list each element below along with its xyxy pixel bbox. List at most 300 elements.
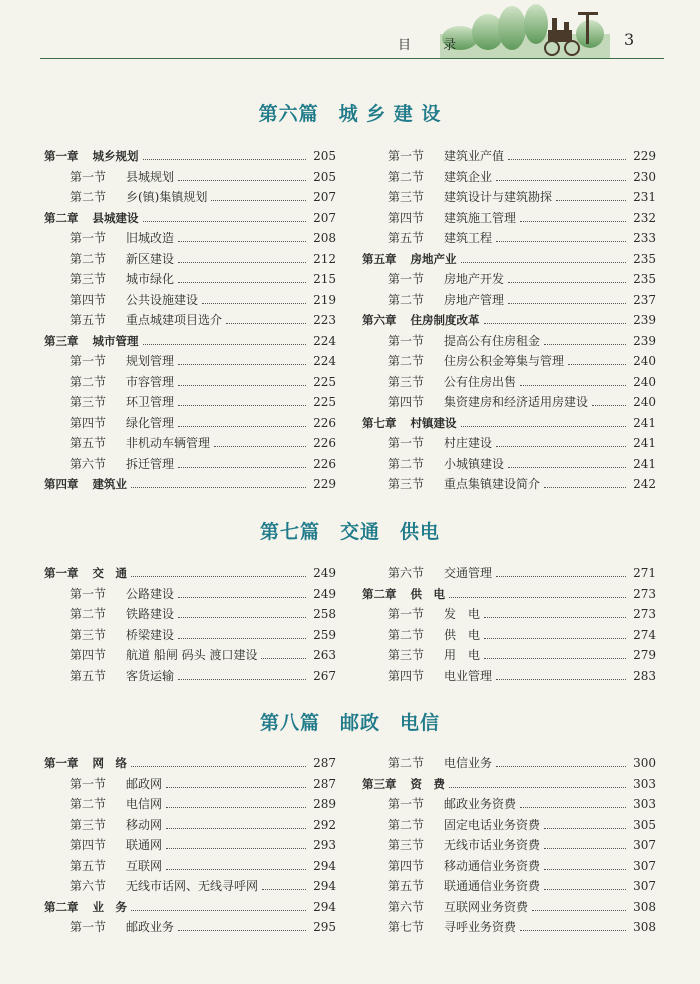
- toc-section-row[interactable]: [70, 917, 336, 937]
- section-title-text: [70, 856, 162, 876]
- page-ref: 229: [313, 477, 336, 491]
- dot-leader: [166, 827, 306, 829]
- section-number: 第三节: [388, 374, 425, 389]
- toc-section-row[interactable]: [388, 645, 656, 665]
- toc-section-row[interactable]: [388, 563, 656, 583]
- entry-label: 小城镇建设: [444, 456, 505, 471]
- chapter-number: 第五章: [362, 251, 397, 266]
- section-title-text: [70, 584, 174, 604]
- section-number: 第三节: [388, 190, 425, 204]
- dot-leader: [544, 868, 626, 870]
- section-number: 第一节: [70, 231, 107, 245]
- toc-section-row[interactable]: [388, 753, 656, 773]
- toc-chapter-row[interactable]: [362, 310, 656, 330]
- toc-section-row[interactable]: [70, 167, 336, 187]
- page-ref: 294: [313, 858, 336, 873]
- page-ref: 267: [313, 668, 336, 683]
- entry-label: 互联网: [126, 858, 163, 873]
- toc-section-row[interactable]: [70, 604, 336, 624]
- section-number: 第三节: [388, 648, 425, 662]
- entry-label: 住房制度改革: [410, 313, 480, 327]
- section-title-text: [70, 876, 258, 896]
- entry-label: 资 费: [410, 776, 445, 791]
- chapter-title: [362, 584, 445, 604]
- dot-leader: [178, 363, 306, 365]
- section-number: 第三节: [70, 817, 107, 832]
- section-title-text: [70, 413, 174, 433]
- section-title-text: [388, 351, 564, 371]
- section-number: 第二节: [388, 817, 425, 832]
- entry-label: 供 电: [444, 627, 481, 642]
- page-ref: 259: [313, 627, 336, 642]
- entry-label: 建筑业: [92, 477, 127, 491]
- section-number: 第二节: [70, 374, 107, 389]
- toc-section-row[interactable]: [70, 876, 336, 896]
- entry-label: 新区建设: [126, 251, 175, 266]
- section-title-text: [388, 625, 480, 645]
- section-number: 第六节: [70, 456, 107, 471]
- dot-leader: [544, 847, 626, 849]
- dot-leader: [143, 220, 307, 222]
- page-ref: 225: [313, 374, 336, 389]
- page-ref: 308: [633, 899, 656, 914]
- toc-section-row[interactable]: [388, 876, 656, 896]
- section-title-text: [70, 645, 257, 665]
- toc-chapter-row[interactable]: [362, 249, 656, 269]
- toc-section-row[interactable]: [70, 228, 336, 248]
- section-number: 第一节: [388, 149, 425, 163]
- toc-section-row[interactable]: [388, 269, 656, 289]
- toc-section-row[interactable]: [388, 666, 656, 686]
- section-number: 第五节: [70, 313, 107, 327]
- section-number: 第二节: [388, 169, 425, 184]
- entry-label: 无线市话业务资费: [444, 838, 541, 852]
- section-title-text: [388, 167, 492, 187]
- dot-leader: [166, 786, 306, 788]
- section-number: 第二节: [70, 797, 107, 811]
- section-title-text: [70, 228, 174, 248]
- entry-label: 绿化管理: [126, 415, 175, 430]
- section-title-text: [70, 774, 162, 794]
- chapter-title: [44, 146, 139, 166]
- section-title-text: [388, 372, 516, 392]
- toc-section-row[interactable]: [70, 856, 336, 876]
- page-ref: 235: [633, 272, 656, 286]
- toc-section-row[interactable]: [388, 433, 656, 453]
- page-ref: 271: [633, 566, 656, 580]
- toc-section-row[interactable]: [388, 372, 656, 392]
- header-rule: [40, 58, 664, 59]
- section-number: 第二节: [388, 627, 425, 642]
- toc-section-row[interactable]: [388, 794, 656, 814]
- page-ref: 224: [313, 333, 336, 348]
- dot-leader: [544, 343, 626, 345]
- section-title-text: [388, 433, 492, 453]
- toc-section-row[interactable]: [70, 584, 336, 604]
- page-ref: 303: [633, 797, 656, 811]
- section-number: 第一节: [70, 169, 107, 184]
- entry-label: 铁路建设: [126, 607, 175, 621]
- page-ref: 249: [313, 586, 336, 601]
- entry-label: 重点城建项目选介: [126, 313, 223, 327]
- entry-label: 网 络: [92, 756, 127, 770]
- entry-label: 公共设施建设: [126, 292, 199, 307]
- section-title-text: [388, 392, 588, 412]
- page-ref: 283: [633, 668, 656, 683]
- entry-label: 移动通信业务资费: [444, 858, 541, 873]
- section-number: 第三节: [388, 838, 425, 852]
- section-title-text: [388, 187, 552, 207]
- entry-label: 房地产管理: [444, 292, 505, 307]
- toc-section-row[interactable]: [388, 146, 656, 166]
- page-ref: 241: [633, 456, 656, 471]
- chapter-title: [44, 331, 139, 351]
- chapter-title: [362, 249, 457, 269]
- toc-chapter-row[interactable]: [44, 753, 336, 773]
- page-ref: 289: [313, 797, 336, 811]
- entry-label: 拆迁管理: [126, 456, 175, 471]
- entry-label: 重点集镇建设简介: [444, 477, 541, 491]
- toc-section-row[interactable]: [388, 331, 656, 351]
- section-title-text: [70, 187, 207, 207]
- section-number: 第六节: [388, 566, 425, 580]
- section-number: 第六节: [388, 899, 425, 914]
- dot-leader: [508, 281, 626, 283]
- section-title-text: [70, 310, 222, 330]
- entry-label: 联通通信业务资费: [444, 879, 541, 893]
- section-number: 第二节: [388, 354, 425, 368]
- chapter-number: 第二章: [362, 586, 397, 601]
- section-number: 第五节: [70, 858, 107, 873]
- entry-label: 交通管理: [444, 566, 493, 580]
- dot-leader: [461, 261, 627, 263]
- entry-label: 市容管理: [126, 374, 175, 389]
- dot-leader: [484, 657, 626, 659]
- chapter-title: [44, 897, 127, 917]
- chapter-number: 第七章: [362, 415, 397, 430]
- entry-label: 建筑设计与建筑勘探: [444, 190, 553, 204]
- toc-section-row[interactable]: [70, 351, 336, 371]
- dot-leader: [202, 302, 306, 304]
- section-title: 第六篇 城 乡 建 设: [258, 103, 442, 125]
- entry-label: 县城规划: [126, 169, 175, 184]
- dot-leader: [131, 765, 306, 767]
- toc-chapter-row[interactable]: [44, 563, 336, 583]
- page-ref: 287: [313, 776, 336, 791]
- toc-section-row[interactable]: [388, 625, 656, 645]
- section-number: 第四节: [70, 838, 107, 852]
- page-ref: 223: [313, 313, 336, 327]
- toc-section-row[interactable]: [70, 392, 336, 412]
- page-ref: 226: [313, 415, 336, 430]
- chapter-number: 第三章: [44, 333, 79, 348]
- chapter-title: [44, 563, 127, 583]
- page-ref: 294: [313, 899, 336, 914]
- section-number: 第五节: [70, 436, 107, 450]
- section-number: 第四节: [388, 858, 425, 873]
- toc-section-row[interactable]: [388, 351, 656, 371]
- toc-section-row[interactable]: [388, 897, 656, 917]
- page-number: 3: [624, 30, 635, 49]
- section-title-text: [70, 351, 174, 371]
- section-number: 第一节: [70, 776, 107, 791]
- toc-section-row[interactable]: [70, 774, 336, 794]
- toc-section-row[interactable]: [388, 815, 656, 835]
- dot-leader: [261, 657, 306, 659]
- dot-leader: [178, 404, 306, 406]
- section-title-text: [388, 666, 492, 686]
- section-title-text: [388, 815, 540, 835]
- section-number: 第二节: [388, 756, 425, 770]
- page-ref: 205: [313, 169, 336, 184]
- entry-label: 用 电: [444, 648, 481, 662]
- toc-section-row[interactable]: [70, 625, 336, 645]
- section-title-text: [70, 454, 174, 474]
- page-ref: 237: [633, 292, 656, 307]
- dot-leader: [520, 220, 626, 222]
- chapter-number: 第一章: [44, 756, 79, 770]
- entry-label: 电信业务: [444, 756, 493, 770]
- section-number: 第一节: [388, 797, 425, 811]
- page-ref: 205: [313, 149, 336, 163]
- entry-label: 固定电话业务资费: [444, 817, 541, 832]
- page-ref: 308: [633, 920, 656, 934]
- dot-leader: [178, 261, 306, 263]
- dot-leader: [544, 827, 626, 829]
- dot-leader: [226, 322, 306, 324]
- section-title-text: [388, 563, 492, 583]
- dot-leader: [520, 384, 626, 386]
- toc-chapter-row[interactable]: [44, 474, 336, 494]
- entry-label: 公有住房出售: [444, 374, 517, 389]
- entry-label: 交 通: [92, 566, 127, 580]
- section-title-text: [70, 794, 162, 814]
- section-title-text: [388, 917, 516, 937]
- toc-chapter-row[interactable]: [44, 208, 336, 228]
- section-number: 第二节: [70, 190, 107, 204]
- toc-section-row[interactable]: [388, 604, 656, 624]
- entry-label: 联通网: [126, 838, 163, 852]
- chapter-number: 第六章: [362, 313, 397, 327]
- entry-label: 互联网业务资费: [444, 899, 529, 914]
- toc-section-row[interactable]: [388, 392, 656, 412]
- page-ref: 287: [313, 756, 336, 770]
- dot-leader: [166, 847, 306, 849]
- toc-section-row[interactable]: [70, 645, 336, 665]
- section-number: 第一节: [388, 272, 425, 286]
- toc-section-row[interactable]: [70, 835, 336, 855]
- page-ref: 273: [633, 607, 656, 621]
- header-section-label: 目 录: [398, 38, 471, 53]
- dot-leader: [178, 281, 306, 283]
- dot-leader: [544, 888, 626, 890]
- page-ref: 207: [313, 190, 336, 204]
- section-number: 第五节: [70, 668, 107, 683]
- entry-label: 非机动车辆管理: [126, 436, 211, 450]
- dot-leader: [449, 786, 626, 788]
- page-ref: 258: [313, 607, 336, 621]
- chapter-title: [44, 208, 139, 228]
- page-ref: 303: [633, 776, 656, 791]
- section-number: 第四节: [388, 395, 425, 409]
- section-title-text: [70, 290, 198, 310]
- entry-label: 村庄建设: [444, 436, 493, 450]
- entry-label: 桥梁建设: [126, 627, 175, 642]
- dot-leader: [544, 486, 626, 488]
- dot-leader: [496, 575, 626, 577]
- toc-chapter-row[interactable]: [44, 331, 336, 351]
- page-ref: 226: [313, 436, 336, 450]
- page-ref: 224: [313, 354, 336, 368]
- entry-label: 邮政业务资费: [444, 797, 517, 811]
- page-ref: 225: [313, 395, 336, 409]
- page-header: [0, 0, 700, 64]
- entry-label: 环卫管理: [126, 395, 175, 409]
- page-ref: 273: [633, 586, 656, 601]
- chapter-number: 第二章: [44, 899, 79, 914]
- toc-section-row[interactable]: [70, 433, 336, 453]
- section-title-text: [70, 269, 174, 289]
- toc-chapter-row[interactable]: [362, 584, 656, 604]
- section-title-text: [388, 876, 540, 896]
- chapter-number: 第一章: [44, 566, 79, 580]
- dot-leader: [211, 199, 306, 201]
- toc-section-row[interactable]: [388, 474, 656, 494]
- toc-section-row[interactable]: [70, 666, 336, 686]
- dot-leader: [520, 929, 626, 931]
- toc-chapter-row[interactable]: [44, 146, 336, 166]
- page-ref: 295: [313, 920, 336, 934]
- section-number: 第三节: [388, 477, 425, 491]
- section-title-text: [388, 208, 516, 228]
- section-title-text: [70, 815, 162, 835]
- dot-leader: [568, 363, 626, 365]
- entry-label: 乡(镇)集镇规划: [126, 190, 208, 204]
- toc-chapter-row[interactable]: [44, 897, 336, 917]
- dot-leader: [262, 888, 306, 890]
- entry-label: 电业管理: [444, 668, 493, 683]
- toc-section-row[interactable]: [70, 794, 336, 814]
- toc-section-row[interactable]: [388, 290, 656, 310]
- chapter-title: [44, 753, 127, 773]
- section-title-text: [388, 897, 528, 917]
- page-ref: 263: [313, 648, 336, 662]
- toc-section-row[interactable]: [70, 372, 336, 392]
- toc-section-row[interactable]: [70, 454, 336, 474]
- section-title: 第七篇 交通 供电: [259, 521, 440, 543]
- page-ref: 300: [633, 756, 656, 770]
- dot-leader: [532, 909, 626, 911]
- page-ref: 307: [633, 838, 656, 852]
- section-title-text: [388, 753, 492, 773]
- section-number: 第二节: [70, 251, 107, 266]
- dot-leader: [508, 302, 626, 304]
- section-title-text: [388, 290, 504, 310]
- page-ref: 215: [313, 272, 336, 286]
- section-title-text: [70, 433, 210, 453]
- dot-leader: [178, 637, 306, 639]
- toc-section-row[interactable]: [70, 310, 336, 330]
- section-number: 第四节: [388, 210, 425, 225]
- section-title-text: [388, 454, 504, 474]
- section-number: 第一节: [70, 354, 107, 368]
- toc-chapter-row[interactable]: [362, 774, 656, 794]
- dot-leader: [178, 384, 306, 386]
- toc-section-row[interactable]: [388, 167, 656, 187]
- entry-label: 城市绿化: [126, 272, 175, 286]
- dot-leader: [496, 445, 626, 447]
- dot-leader: [449, 596, 626, 598]
- entry-label: 村镇建设: [410, 415, 457, 430]
- dot-leader: [556, 199, 626, 201]
- page-ref: 292: [313, 817, 336, 832]
- dot-leader: [508, 466, 626, 468]
- toc-section-row[interactable]: [388, 917, 656, 937]
- entry-label: 供 电: [410, 586, 445, 601]
- page-ref: 240: [633, 354, 656, 368]
- page-ref: 231: [633, 190, 656, 204]
- toc-section-row[interactable]: [388, 187, 656, 207]
- toc-section-row[interactable]: [70, 249, 336, 269]
- dot-leader: [496, 240, 626, 242]
- toc-section-row[interactable]: [70, 815, 336, 835]
- entry-label: 城乡规划: [92, 149, 139, 163]
- toc-section-row[interactable]: [70, 413, 336, 433]
- section-number: 第一节: [388, 607, 425, 621]
- toc-section-row[interactable]: [388, 208, 656, 228]
- page-ref: 307: [633, 879, 656, 893]
- entry-label: 房地产业: [410, 251, 457, 266]
- toc-section-row[interactable]: [70, 290, 336, 310]
- entry-label: 住房公积金筹集与管理: [444, 354, 565, 368]
- entry-label: 邮政业务: [126, 920, 175, 934]
- entry-label: 城市管理: [92, 333, 139, 348]
- toc-section-row[interactable]: [388, 835, 656, 855]
- page-ref: 274: [633, 627, 656, 642]
- toc-section-row[interactable]: [70, 269, 336, 289]
- dot-leader: [484, 322, 627, 324]
- dot-leader: [214, 445, 306, 447]
- toc-section-row[interactable]: [70, 187, 336, 207]
- entry-label: 集资建房和经济适用房建设: [444, 395, 589, 409]
- section-number: 第四节: [388, 668, 425, 683]
- entry-label: 移动网: [126, 817, 163, 832]
- dot-leader: [178, 678, 306, 680]
- page-ref: 242: [633, 477, 656, 491]
- page-ref: 241: [633, 436, 656, 450]
- entry-label: 建筑施工管理: [444, 210, 517, 225]
- section-number: 第一节: [388, 333, 425, 348]
- toc-section-row[interactable]: [388, 856, 656, 876]
- dot-leader: [143, 343, 307, 345]
- dot-leader: [484, 616, 626, 618]
- section-number: 第五节: [388, 879, 425, 893]
- section-title-text: [388, 331, 540, 351]
- entry-label: 发 电: [444, 607, 481, 621]
- section-title-text: [70, 604, 174, 624]
- section-title-text: [70, 167, 174, 187]
- toc-section-row[interactable]: [388, 454, 656, 474]
- section-title-text: [388, 146, 504, 166]
- page-ref: 241: [633, 415, 656, 430]
- chapter-title: [362, 310, 480, 330]
- dot-leader: [520, 806, 626, 808]
- toc-section-row[interactable]: [388, 228, 656, 248]
- dot-leader: [131, 486, 306, 488]
- section-title-text: [70, 392, 174, 412]
- section-number: 第一节: [70, 586, 107, 601]
- toc-chapter-row[interactable]: [362, 413, 656, 433]
